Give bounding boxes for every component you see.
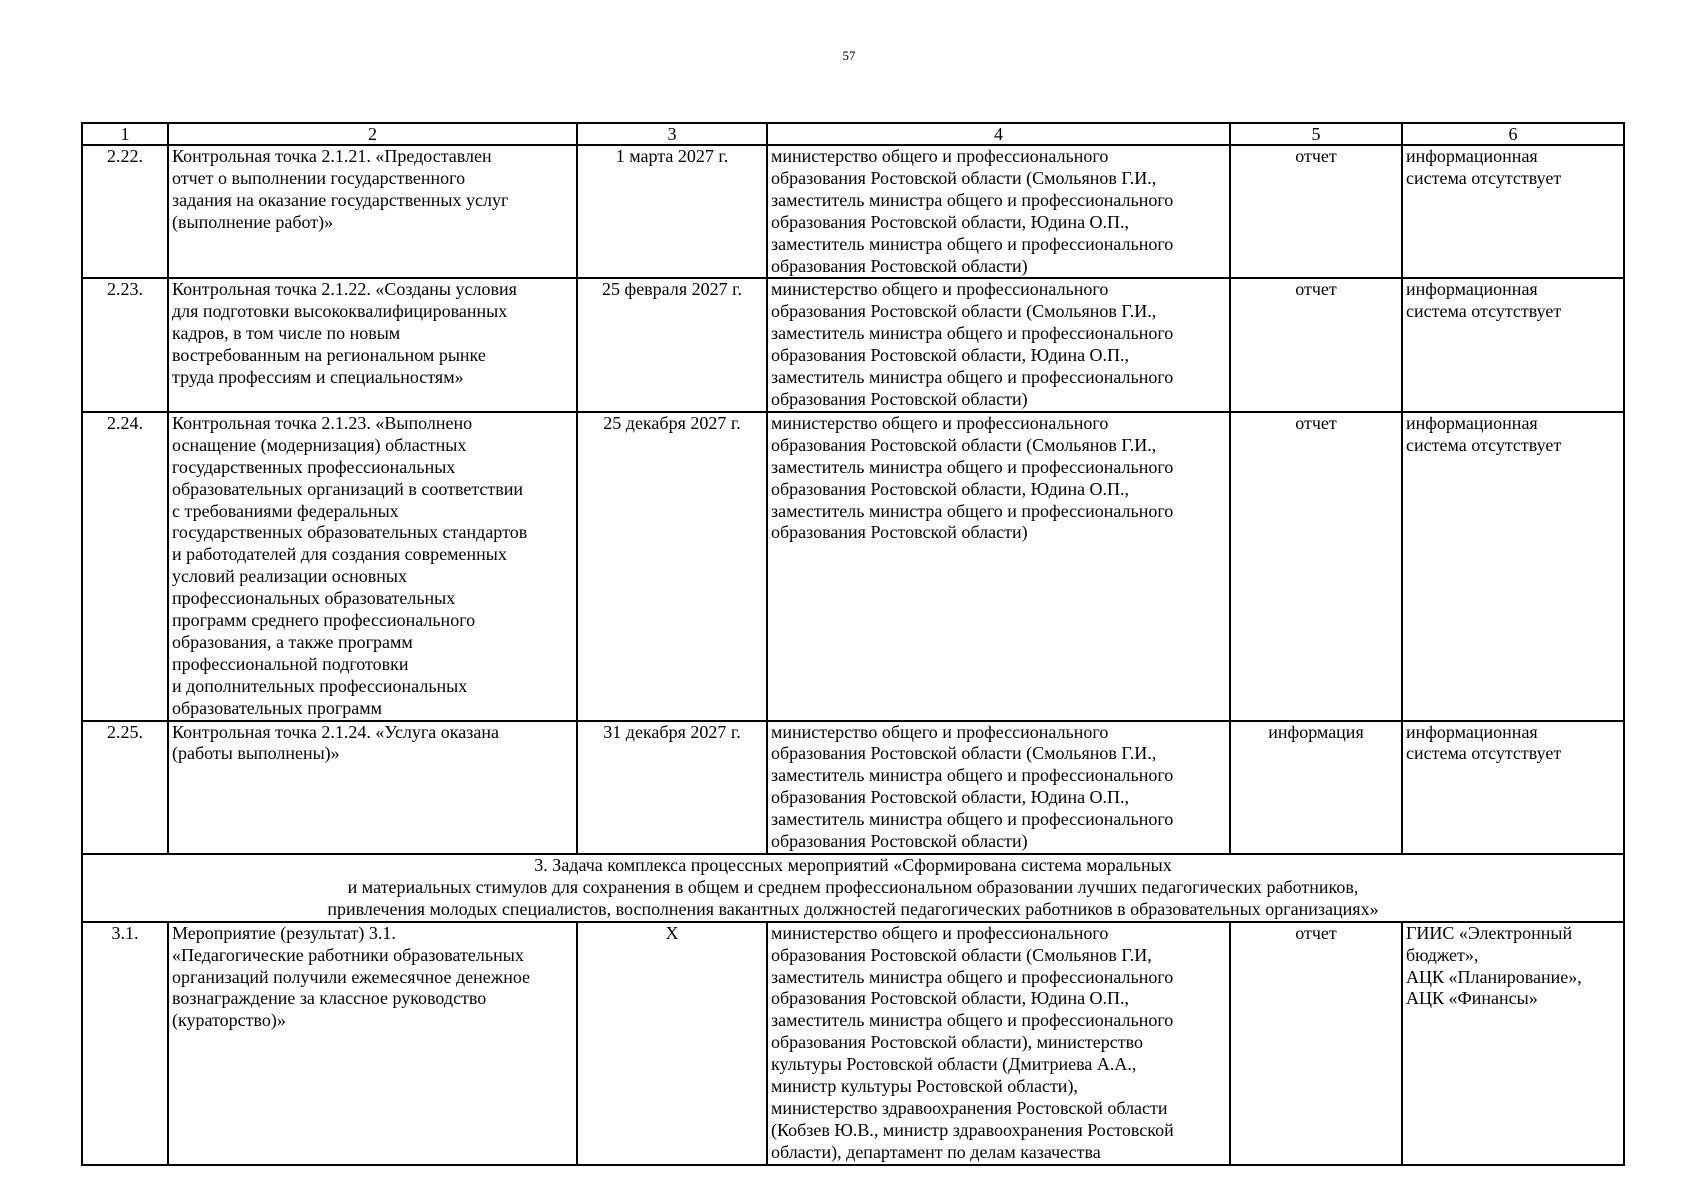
row-responsible-line: образования Ростовской области) xyxy=(771,831,1028,852)
row-name-cell xyxy=(168,278,577,411)
row-system-line: бюджет», xyxy=(1406,944,1479,965)
row-responsible-cell xyxy=(767,412,1230,721)
row-responsible-line: заместитель министра общего и профессионального xyxy=(771,966,1174,987)
row-name-line: задания на оказание государственных услуг xyxy=(172,189,509,210)
row-system-line: информационная xyxy=(1406,412,1538,433)
row-system-line: информационная xyxy=(1406,146,1538,166)
row-responsible-line: министерство общего и профессионального xyxy=(771,922,1109,943)
row-system-cell xyxy=(1402,278,1624,411)
row-report-form: информация xyxy=(1230,721,1402,854)
section-heading xyxy=(82,854,1624,922)
column-header: 5 xyxy=(1230,123,1402,145)
row-responsible-line: заместитель министра общего и профессионального xyxy=(771,1010,1174,1031)
row-name-cell xyxy=(168,145,577,278)
row-name-line: Контрольная точка 2.1.22. «Созданы условия xyxy=(172,279,517,300)
row-report-form: отчет xyxy=(1230,145,1402,278)
row-system-cell xyxy=(1402,412,1624,721)
row-name-line: профессиональной подготовки xyxy=(172,653,409,674)
row-responsible-line: образования Ростовской области, Юдина О.П., xyxy=(771,988,1130,1009)
section-heading-line: привлечения молодых специалистов, восполнения вакантных должностей педагогических работников в образовательных организациях» xyxy=(327,898,1379,919)
row-system-cell xyxy=(1402,145,1624,278)
column-header: 6 xyxy=(1402,123,1624,145)
row-name-line: образовательных программ xyxy=(172,697,382,718)
row-name-line: Контрольная точка 2.1.21. «Предоставлен xyxy=(172,146,492,166)
row-system-line: АЦК «Планирование», xyxy=(1406,966,1582,987)
row-responsible-cell xyxy=(767,145,1230,278)
row-number: 2.24. xyxy=(82,412,168,721)
row-responsible-line: образования Ростовской области (Смольянов Г.И., xyxy=(771,167,1157,188)
row-date: 1 марта 2027 г. xyxy=(577,145,767,278)
column-header: 1 xyxy=(82,123,168,145)
row-responsible-line: заместитель министра общего и профессионального xyxy=(771,189,1174,210)
row-number: 2.22. xyxy=(82,145,168,278)
row-name-line: труда профессиям и специальностям» xyxy=(172,367,464,388)
row-system-line: система отсутствует xyxy=(1406,434,1562,455)
row-number: 2.25. xyxy=(82,721,168,854)
row-name-line: кадров, в том числе по новым xyxy=(172,323,401,344)
row-name-line: образовательных организаций в соответствии xyxy=(172,478,524,499)
row-responsible-line: области), департамент по делам казачества xyxy=(771,1141,1101,1162)
table-row xyxy=(82,721,1624,854)
row-responsible-cell xyxy=(767,922,1230,1165)
row-name-cell xyxy=(168,412,577,721)
row-date: Х xyxy=(577,922,767,1165)
page-number: 57 xyxy=(842,48,856,63)
row-system-line: система отсутствует xyxy=(1406,301,1562,322)
row-number: 3.1. xyxy=(82,922,168,1165)
row-name-line: профессиональных образовательных xyxy=(172,588,456,609)
row-name-line: оснащение (модернизация) областных xyxy=(172,434,467,455)
row-responsible-line: образования Ростовской области) xyxy=(771,388,1028,409)
row-responsible-line: образования Ростовской области (Смольянов Г.И., xyxy=(771,743,1157,764)
row-responsible-line: образования Ростовской области, Юдина О.П., xyxy=(771,345,1130,366)
section-heading-line: 3. Задача комплекса процессных мероприятий «Сформирована система моральных xyxy=(534,855,1172,875)
row-system-line: система отсутствует xyxy=(1406,743,1562,764)
row-name-line: с требованиями федеральных xyxy=(172,500,399,521)
row-responsible-line: заместитель министра общего и профессионального xyxy=(771,500,1174,521)
row-system-line: АЦК «Финансы» xyxy=(1406,988,1538,1009)
row-report-form: отчет xyxy=(1230,922,1402,1165)
row-responsible-line: заместитель министра общего и профессионального xyxy=(771,765,1174,786)
row-date: 25 февраля 2027 г. xyxy=(577,278,767,411)
row-responsible-line: министерство здравоохранения Ростовской области xyxy=(771,1097,1168,1118)
row-responsible-line: культуры Ростовской области (Дмитриева А.А., xyxy=(771,1054,1137,1075)
section-heading-line: и материальных стимулов для сохранения в общем и среднем профессиональном образовании лучших педагогических работников, xyxy=(347,876,1359,897)
row-name-line: и работодателей для создания современных xyxy=(172,544,507,565)
row-responsible-cell xyxy=(767,721,1230,854)
row-responsible-line: заместитель министра общего и профессионального xyxy=(771,809,1174,830)
column-number-row xyxy=(82,123,1624,145)
row-name-line: для подготовки высококвалифицированных xyxy=(172,301,508,322)
row-name-line: государственных образовательных стандартов xyxy=(172,522,528,543)
row-name-cell xyxy=(168,922,577,1165)
row-name-cell xyxy=(168,721,577,854)
section-heading-row xyxy=(82,854,1624,922)
row-responsible-line: министерство общего и профессионального xyxy=(771,412,1109,433)
row-responsible-line: образования Ростовской области, Юдина О.П., xyxy=(771,478,1130,499)
row-name-line: востребованным на региональном рынке xyxy=(172,345,486,366)
row-responsible-cell xyxy=(767,278,1230,411)
row-responsible-line: образования Ростовской области (Смольянов Г.И., xyxy=(771,434,1157,455)
row-name-line: программ среднего профессионального xyxy=(172,610,476,631)
row-responsible-line: образования Ростовской области (Смольянов Г.И., xyxy=(771,301,1157,322)
row-name-line: организаций получили ежемесячное денежное xyxy=(172,966,531,987)
row-responsible-line: образования Ростовской области, Юдина О.П., xyxy=(771,787,1130,808)
row-system-line: ГИИС «Электронный xyxy=(1406,922,1573,943)
row-date: 31 декабря 2027 г. xyxy=(577,721,767,854)
document-table xyxy=(81,122,1625,1166)
row-name-line: Контрольная точка 2.1.24. «Услуга оказана xyxy=(172,721,499,742)
row-responsible-line: министр культуры Ростовской области), xyxy=(771,1076,1078,1097)
row-responsible-line: заместитель министра общего и профессионального xyxy=(771,233,1174,254)
row-responsible-line: образования Ростовской области (Смольянов Г.И, xyxy=(771,944,1152,965)
row-date: 25 декабря 2027 г. xyxy=(577,412,767,721)
row-name-line: образования, а также программ xyxy=(172,631,413,652)
row-responsible-line: (Кобзев Ю.В., министр здравоохранения Ростовской xyxy=(771,1119,1174,1140)
row-responsible-line: образования Ростовской области) xyxy=(771,255,1028,276)
row-system-line: информационная xyxy=(1406,279,1538,300)
row-name-line: отчет о выполнении государственного xyxy=(172,167,466,188)
row-number: 2.23. xyxy=(82,278,168,411)
row-name-line: условий реализации основных xyxy=(172,566,408,587)
row-report-form: отчет xyxy=(1230,412,1402,721)
row-responsible-line: заместитель министра общего и профессионального xyxy=(771,323,1174,344)
row-name-line: (выполнение работ)» xyxy=(172,211,334,232)
row-name-line: вознаграждение за классное руководство xyxy=(172,988,487,1009)
row-responsible-line: министерство общего и профессионального xyxy=(771,721,1109,742)
row-report-form: отчет xyxy=(1230,278,1402,411)
table-row xyxy=(82,278,1624,411)
row-system-line: система отсутствует xyxy=(1406,167,1562,188)
row-responsible-line: заместитель министра общего и профессионального xyxy=(771,367,1174,388)
row-name-line: Контрольная точка 2.1.23. «Выполнено xyxy=(172,412,473,433)
row-name-line: государственных профессиональных xyxy=(172,456,456,477)
row-name-line: «Педагогические работники образовательных xyxy=(172,944,524,965)
row-responsible-line: министерство общего и профессионального xyxy=(771,279,1109,300)
row-responsible-line: образования Ростовской области) xyxy=(771,522,1028,543)
column-header: 2 xyxy=(168,123,577,145)
row-responsible-line: министерство общего и профессионального xyxy=(771,146,1109,166)
row-system-line: информационная xyxy=(1406,721,1538,742)
column-header: 3 xyxy=(577,123,767,145)
row-name-line: (кураторство)» xyxy=(172,1010,286,1031)
row-system-cell xyxy=(1402,721,1624,854)
column-header: 4 xyxy=(767,123,1230,145)
row-name-line: Мероприятие (результат) 3.1. xyxy=(172,922,396,943)
row-name-line: (работы выполнены)» xyxy=(172,743,340,764)
row-name-line: и дополнительных профессиональных xyxy=(172,675,468,696)
row-system-cell xyxy=(1402,922,1624,1165)
table-row xyxy=(82,145,1624,278)
row-responsible-line: образования Ростовской области), министерство xyxy=(771,1032,1143,1053)
table-row xyxy=(82,922,1624,1165)
row-responsible-line: заместитель министра общего и профессионального xyxy=(771,456,1174,477)
table-row xyxy=(82,412,1624,721)
row-responsible-line: образования Ростовской области, Юдина О.П., xyxy=(771,211,1130,232)
